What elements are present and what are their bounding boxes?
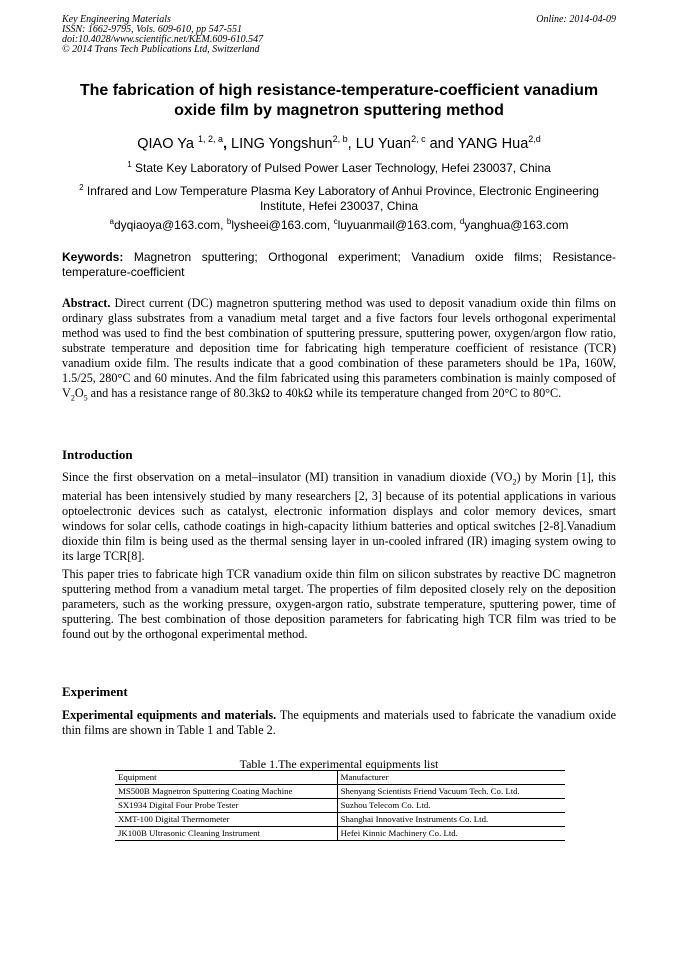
introduction-paragraph-2: This paper tries to fabricate high TCR vanadium oxide thin film on silicon substrates by reactive DC magnetron sputtering method from a vanadium metal target. The properties of film deposited closely rely on the deposition parameters, such as the working pressure, oxygen-argon ratio, substrate temperature, sputtering power, time of sputtering. The best combination of those deposition parameters for fabricating high TCR film was tried to be found out by the orthogonal experimental method. [62,567,616,641]
keywords-text: Magnetron sputtering; Orthogonal experiment; Vanadium oxide films; Resistance-temperature-coefficient [62,250,616,279]
running-header [62,15,616,55]
email-line: $^a$dyqiaoya@163.com, $^b$lysheei@163.com, $^c$luyuanmail@163.com, $^d$yanghua@163.com [109,217,569,232]
affiliation-1: $^1$ State Key Laboratory of Pulsed Power Laser Technology, Hefei 230037, China [127,160,551,175]
experiment-heading: Experiment [62,684,128,699]
email-link[interactable]: yanghua@163.com [464,218,569,232]
equipment-table [115,770,565,841]
author-name: LING Yongshun [231,135,333,152]
affiliation-2: $^2$ Infrared and Low Temperature Plasma Key Laboratory of Anhui Province, Electronic Engineering Institute, Hefei 230037, China [79,183,599,213]
table-header-cell: Manufacturer [340,772,389,782]
table-cell: Hefei Kinnic Machinery Co. Ltd. [340,828,458,838]
issn-line: ISSN: 1662-9795, Vols. 609-610, pp 547-551 [62,24,242,35]
table-caption: Table 1.The experimental equipments list [239,757,439,771]
copyright-line: © 2014 Trans Tech Publications Ltd, Switzerland [62,44,260,55]
table-cell: MS500B Magnetron Sputtering Coating Machine [115,785,337,799]
paper-title: The fabrication of high resistance-temperature-coefficient vanadium oxide film by magnetron sputtering method [79,82,599,119]
journal-name: Key Engineering Materials [62,14,171,25]
online-date: Online: 2014-04-09 [536,14,616,25]
table-cell: JK100B Ultrasonic Cleaning Instrument [115,827,337,841]
table-header-cell: Equipment [115,771,337,785]
table-row [115,799,565,813]
table-row [115,827,565,841]
table-row [115,813,565,827]
subsection-label: Experimental equipments and materials. [62,708,277,722]
table-cell: SX1934 Digital Four Probe Tester [115,799,337,813]
table-header-row [115,771,565,785]
email-link[interactable]: lysheei@163.com, [231,218,331,232]
table-cell: Shanghai Innovative Instruments Co. Ltd. [340,814,489,824]
author-name: QIAO Ya [137,135,194,152]
table-cell: Shenyang Scientists Friend Vacuum Tech. Co. Ltd. [340,786,520,796]
table-cell: XMT-100 Digital Thermometer [115,813,337,827]
introduction-heading: Introduction [62,447,133,462]
author-sup: 2, c [411,134,426,144]
author-sup: 2, b [332,134,348,144]
table-cell: Suzhou Telecom Co. Ltd. [340,800,431,810]
email-link[interactable]: dyqiaoya@163.com, [113,218,224,232]
email-link[interactable]: luyuanmail@163.com, [337,218,457,232]
author-name: LU Yuan [355,135,412,152]
doi-line: doi:10.4028/www.scientific.net/KEM.609-610.547 [62,34,264,45]
keywords [62,250,616,280]
experiment-paragraph: Experimental equipments and materials. The equipments and materials used to fabricate the vanadium oxide thin films are shown in Table 1 and Table 2. [62,708,616,737]
abstract: Abstract. Direct current (DC) magnetron sputtering method was used to deposit vanadium oxide thin films on ordinary glass substrates from a vanadium metal target and a five factors four levels orthogonal experimental method was used to find the best combination of sputtering pressure, sputtering power, oxygen/argon flow ratio, substrate temperature and deposition time for fabricating high temperature coefficient of resistance (TCR) vanadium oxide film. The results indicate that a good combination of these parameters should be 1Pa, 160W, 1.5/25, 280°C and 60 minutes. And the film fabricated using this parameters combination is mainly composed of $V_2O_5$ and has a resistance range of 80.3kΩ to 40kΩ while its temperature changed from 20°C to 80°C. [62,296,616,403]
abstract-label: Abstract. [62,296,111,310]
table-row [115,785,565,799]
author-sup: 1, 2, a [197,134,223,144]
author-sup: 2,d [528,134,541,144]
author-name: YANG Hua [457,135,529,152]
keywords-label: Keywords: [62,250,124,264]
introduction-paragraph-1: Since the first observation on a metal–insulator (MI) transition in vanadium dioxide $(VO_2)$ by Morin [1], this material has been intensively studied by many researchers [2, 3] because of its potential applications in various optoelectronic devices such as catalyst, electronic information displays and color memory devices, smart windows for solar cells, cathode coatings in high-capacity lithium batteries and optical switches [2-8].Vanadium dioxide thin film is being used as the thermal sensing layer in un-cooled infrared (IR) imaging system owing to its large TCR[8]. [62,470,616,564]
author-list: QIAO Ya $^{1, 2, a}$, LING Yongshun$^{2, b}$, LU Yuan$^{2, c}$ and YANG Hua$^{2,d}$ [137,134,541,152]
